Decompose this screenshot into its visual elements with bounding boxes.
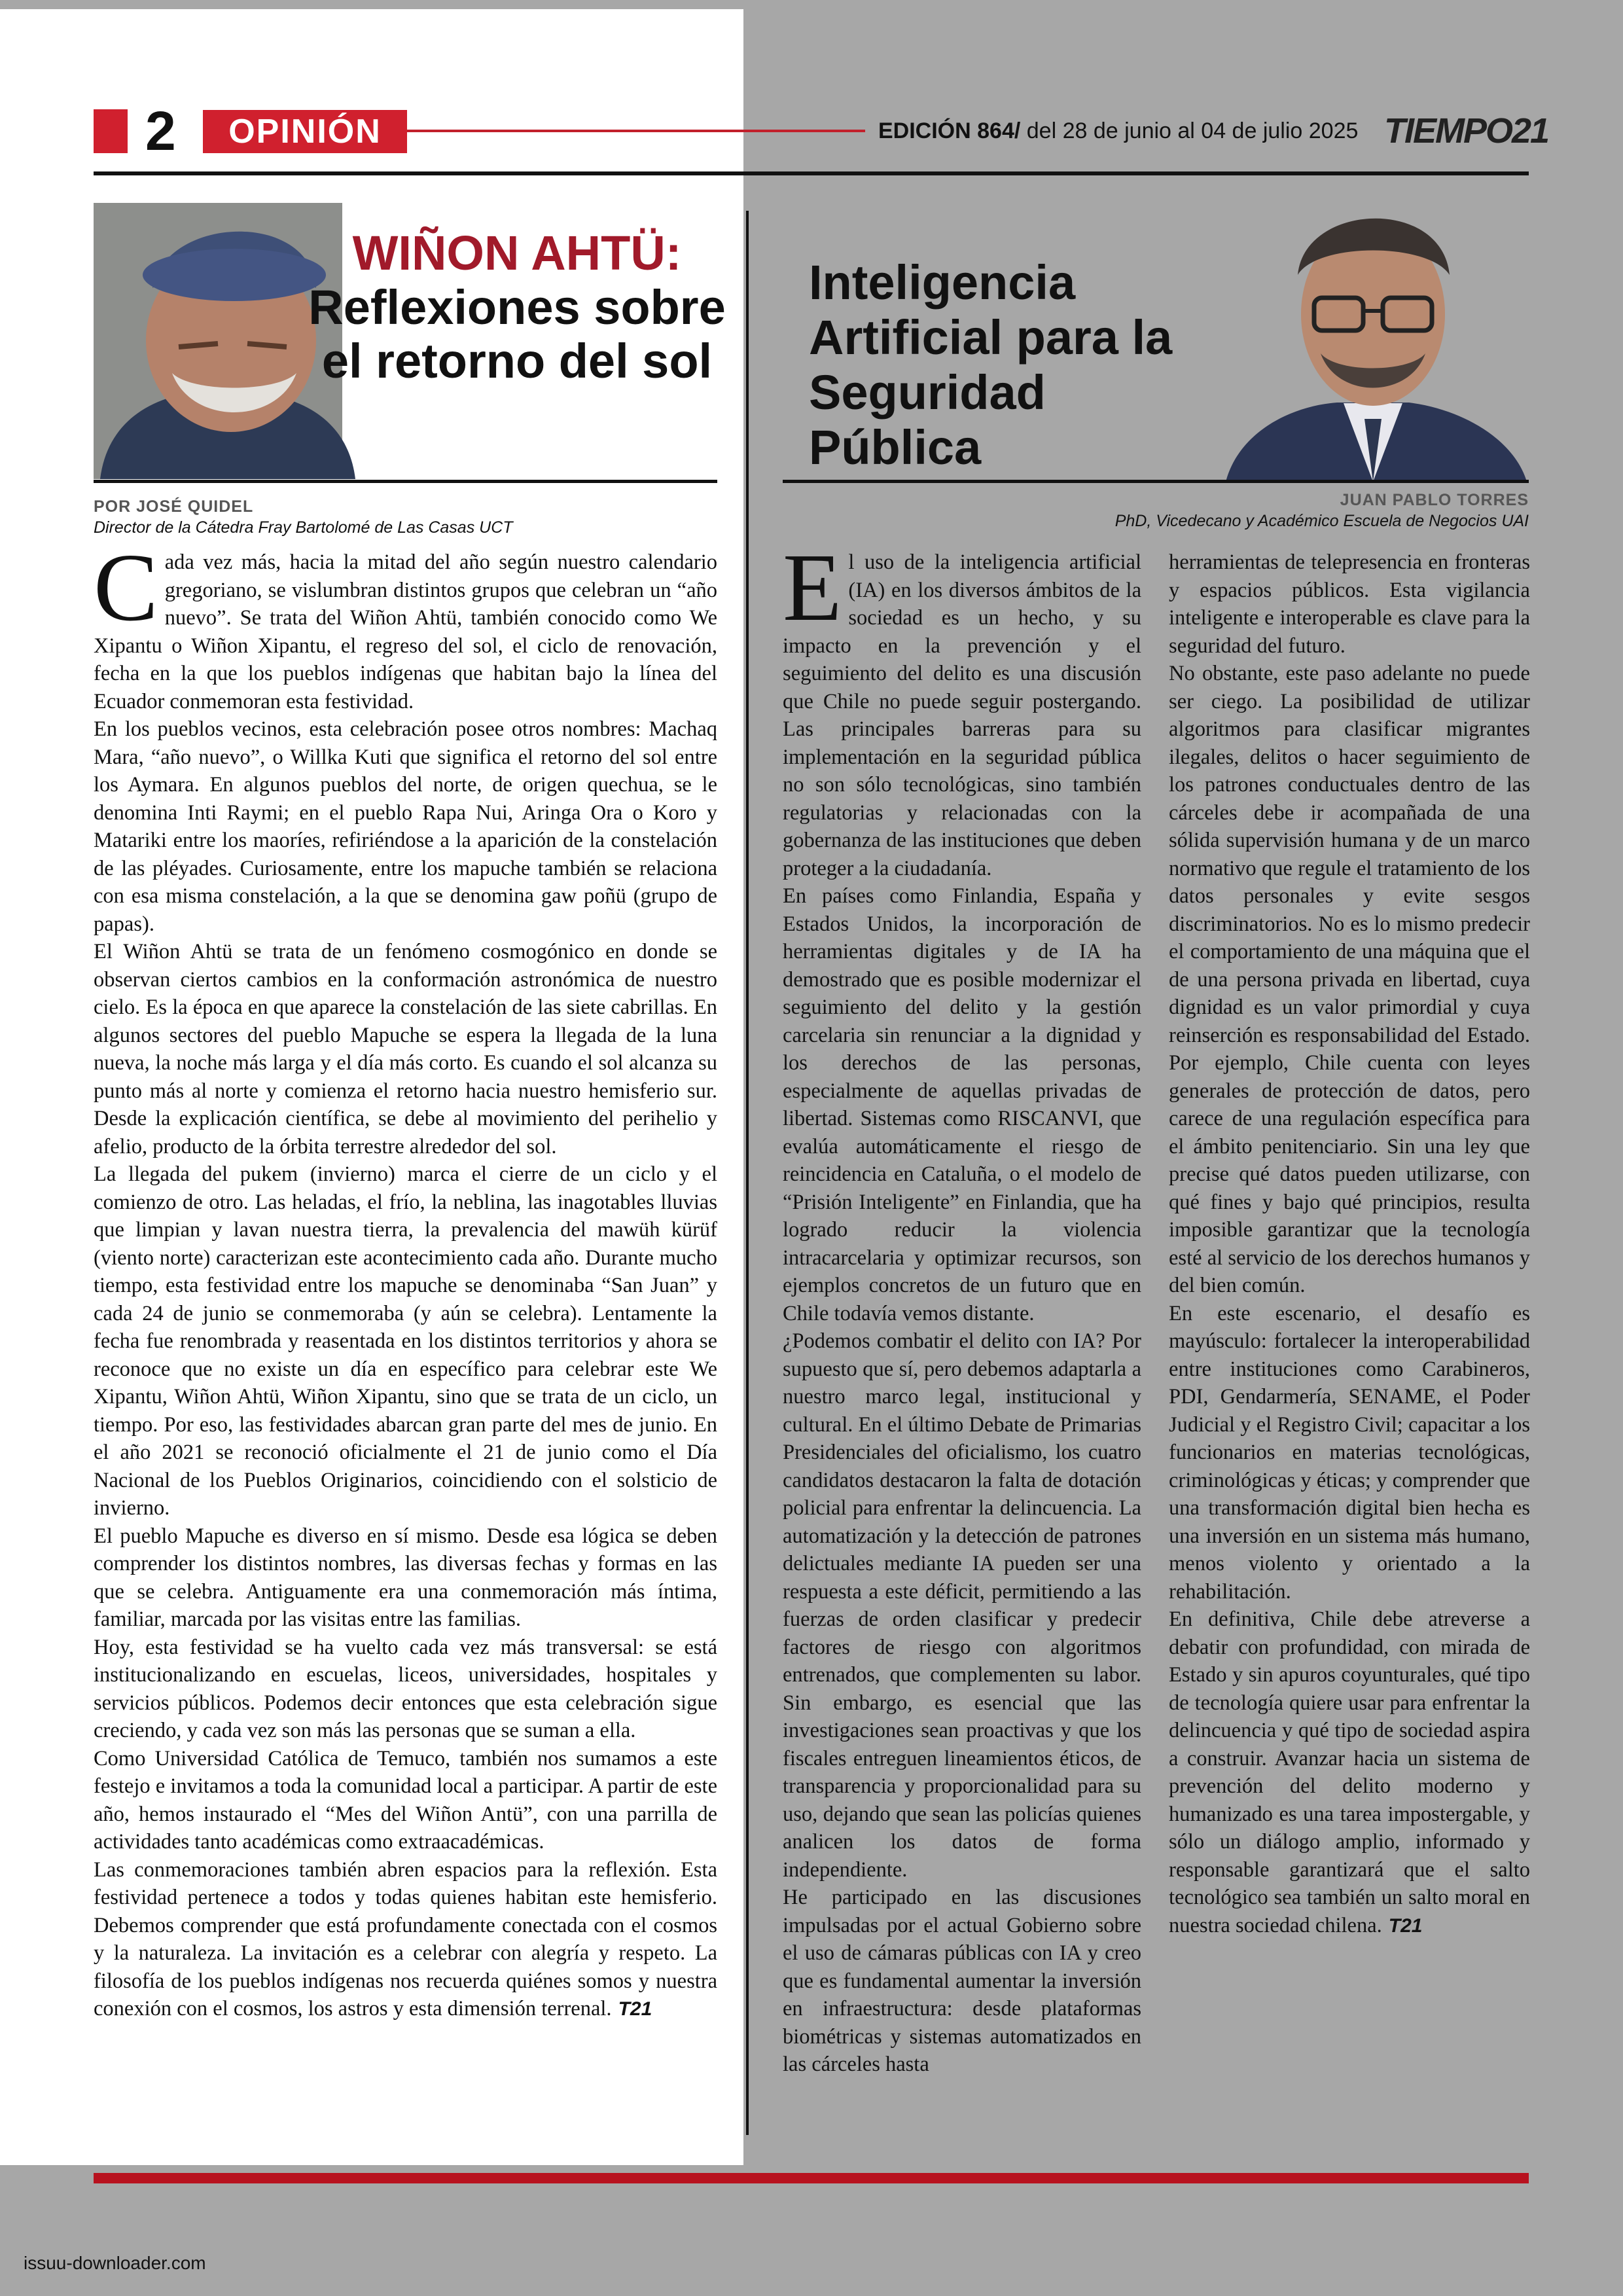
right-article-column-1 — [783, 534, 1141, 2079]
left-title-rule — [94, 480, 717, 483]
section-label: OPINIÓN — [203, 110, 407, 153]
article-paragraph: ¿Podemos combatir el delito con IA? Por supuesto que sí, pero debemos adaptarla a nuestro marco legal, institucional y cultural. En el último Debate de Primarias Presidenciales del oficialismo, los cuatro candidatos destacaron la falta de dotación policial para enfrentar la delincuencia. La automatización y la detección de patrones delictuales mediante IA pueden ser una respuesta a este déficit, permitiendo a las fuerzas de orden clasificar y predecir factores de riesgo con algoritmos entrenados, que complementen su labor. Sin embargo, es esencial que las investigaciones sean proactivas y que los fiscales entreguen lineamientos éticos, de transparencia y proporcionalidad para su uso, dejando que sean las policías quienes analicen los datos de forma independiente. — [783, 1329, 1141, 1882]
edition-number: EDICIÓN 864/ — [878, 118, 1021, 143]
article-paragraph: herramientas de telepresencia en fronteras y espacios públicos. Esta vigilancia inteligente e interoperable es clave para la seguridad del futuro. — [1169, 550, 1530, 658]
article-paragraph: En países como Finlandia, España y Estados Unidos, la incorporación de herramientas digitales y de IA ha demostrado que es posible modernizar el seguimiento del delito y la gestión carcelaria sin renunciar a la dignidad y los derechos de las personas, especialmente de aquellas privadas de libertad. Sistemas como RISCANVI, que evalúa automáticamente el riesgo de reincidencia en Cataluña, o el modelo de “Prisión Inteligente” en Finlandia, que ha logrado reducir la violencia intracarcelaria y optimizar recursos, son ejemplos concretos de un futuro que en Chile todavía vemos distante. — [783, 884, 1141, 1325]
right-byline: JUAN PABLO TORRES — [1340, 491, 1529, 509]
column-divider — [746, 211, 749, 2135]
article-paragraph — [783, 534, 1141, 882]
left-byline: POR JOSÉ QUIDEL — [94, 497, 254, 516]
article-paragraph — [94, 534, 717, 715]
page-number: 2 — [145, 100, 176, 162]
article-paragraph: Hoy, esta festividad se ha vuelto cada vez más transversal: se está institucionalizando en escuelas, liceos, universidades, hospitales y servicios públicos. Podemos decir entonces que esta celebración sigue creciendo, y cada vez son más las personas que se suman a ella. — [94, 1635, 717, 1742]
right-title-rule — [783, 480, 1529, 483]
right-title-text: Inteligencia Artificial para la Seguridad Pública — [809, 255, 1173, 475]
paragraph-text: En definitiva, Chile debe atreverse a debatir con profundidad, con mirada de Estado y sin apuros coyunturales, qué tipo de tecnología quiere usar para enfrentar la delincuencia y qué tipo de sociedad aspira a construir. Avanzar hacia un sistema de prevención del delito moderno y humanizado es una tarea impostergable, y sólo un diálogo amplio, informado y responsable garantizará que el salto tecnológico sea también un salto moral en nuestra sociedad chilena. — [1169, 1607, 1530, 1937]
header-rule — [94, 171, 1529, 175]
paragraph-text: ada vez más, hacia la mitad del año según nuestro calendario gregoriano, se vislumbran distintos grupos que celebran un “año nuevo”. Se trata del Wiñon Ahtü, también conocido como We Xipantu o Wiñon Xipantu, el regreso del sol, el ciclo de renovación, fecha en la que los pueblos indígenas que habitan bajo la línea del Ecuador conmemoran esta festividad. — [94, 550, 717, 713]
left-article-body — [94, 534, 718, 2024]
drop-cap: E — [783, 534, 842, 641]
right-article-column-2 — [1169, 548, 1530, 1940]
end-mark-logo: T21 — [618, 1998, 652, 2020]
bottom-red-band — [94, 2173, 1529, 2183]
end-mark-logo: T21 — [1388, 1914, 1423, 1937]
article-paragraph: En los pueblos vecinos, esta celebración posee otros nombres: Machaq Mara, “año nuevo”, o Willka Kuti que significa el retorno del sol entre los Aymara. En algunos pueblos del norte, de origen quechua, se le denomina Inti Raymi; en el pueblo Rapa Nui, Aringa Ora o Koro y Matariki entre los maoríes, refiriéndose a la aparición de la constelación de las pléyades. Curiosamente, entre los mapuche también se relaciona con esa misma constelación, a la que se denomina gaw poñü (grupo de papas). — [94, 717, 717, 936]
article-paragraph — [94, 1856, 717, 2024]
paragraph-text: l uso de la inteligencia artificial (IA) en los diversos ámbitos de la sociedad es un hecho, y su impacto en la prevención y el seguimiento del delito es una discusión que Chile no puede seguir postergando. Las principales barreras para su implementación en la seguridad pública no son sólo tecnológicas, sino también regulatorias y relacionadas con la gobernanza de las instituciones que deben proteger a la ciudadanía. — [783, 550, 1141, 880]
left-title-highlight: WIÑON AHTÜ: — [352, 226, 682, 280]
article-paragraph — [1169, 1605, 1530, 1940]
paragraph-text: Las conmemoraciones también abren espacios para la reflexión. Esta festividad pertenece a todos y todas quienes habitan este hemisferio. Debemos comprender que está profundamente conectada con el cosmos y la naturaleza. La invitación es a celebrar con alegría y respeto. La filosofía de los pueblos indígenas nos recuerda quiénes somos y nuestra conexión con el cosmos, los astros y esta dimensión terrenal. — [94, 1857, 717, 2020]
left-byline-role: Director de la Cátedra Fray Bartolomé de Las Casas UCT — [94, 518, 513, 537]
edition-info — [878, 115, 1358, 147]
drop-cap: C — [94, 534, 158, 641]
article-paragraph: Como Universidad Católica de Temuco, también nos sumamos a este festejo e invitamos a toda la comunidad local a participar. A partir de este año, hemos instaurado el “Mes del Wiñon Antü”, con una parrilla de actividades tanto académicas como extraacadémicas. — [94, 1746, 718, 1854]
footer-site-link[interactable]: issuu-downloader.com — [24, 2253, 206, 2273]
right-byline-role: PhD, Vicedecano y Académico Escuela de Negocios UAI — [1115, 512, 1529, 530]
header-red-line — [407, 130, 865, 132]
newspaper-logo: TIEMPO21 — [1384, 111, 1549, 151]
left-title-rest: Reflexiones sobre el retorno del sol — [308, 280, 726, 388]
author-photo-right — [1213, 177, 1530, 482]
header-red-square — [94, 109, 128, 153]
right-article-title — [809, 255, 1202, 475]
article-paragraph: La llegada del pukem (invierno) marca el cierre de un ciclo y el comienzo de otro. Las heladas, el frío, la neblina, las inagotables lluvias que limpian y lavan nuestra tierra, la prevalencia del mawüh kürüf (viento norte) caracterizan este acontecimiento cada año. Durante mucho tiempo, esta festividad entre los mapuche se denominaba “San Juan” y cada 24 de junio se conmemoraba (y aún se celebra). Lentamente la fecha fue renombrada y reasentada en los distintos territorios y ahora se reconoce que no existe un día en específico para celebrar este We Xipantu, Wiñon Ahtü, Wiñon Xipantu, sino que se trata de un ciclo, un tiempo. Por eso, las festividades abarcan gran parte del mes de junio. En el año 2021 se reconoció oficialmente el 21 de junio como el Día Nacional de los Pueblos Originarios, coincidiendo con el solsticio de invierno. — [94, 1162, 717, 1520]
article-paragraph: El Wiñon Ahtü se trata de un fenómeno cosmogónico en donde se observan ciertos cambios en la conformación astronómica de nuestro cielo. Es la época en que aparece la constelación de las siete cabrillas. En algunos sectores del pueblo Mapuche se espera la llegada de la luna nueva, la noche más larga y el día más corto. Es cuando el sol alcanza su punto más al norte y comienza el retorno hacia nuestro hemisferio sur. Desde la explicación científica, se debe al movimiento del perihelio y afelio, producto de la órbita terrestre alrededor del sol. — [94, 940, 717, 1158]
article-paragraph: En este escenario, el desafío es mayúsculo: fortalecer la interoperabilidad entre instituciones como Carabineros, PDI, Gendarmería, SENAME, el Poder Judicial y el Registro Civil; capacitar a los funcionarios en materias tecnológicas, criminológicas y éticas; y comprender que una transformación digital bien hecha es una inversión en un sistema más humano, menos violento y orientado a la rehabilitación. — [1169, 1301, 1530, 1604]
article-paragraph: He participado en las discusiones impulsadas por el actual Gobierno sobre el uso de cámaras públicas con IA y creo que es fundamental aumentar la inversión en infraestructura: desde plataformas biométricas y sistemas automatizados en las cárceles hasta — [783, 1886, 1141, 2076]
edition-dates: del 28 de junio al 04 de julio 2025 — [1020, 118, 1359, 143]
left-article-title — [308, 226, 726, 388]
article-paragraph: No obstante, este paso adelante no puede ser ciego. La posibilidad de utilizar algoritmos para clasificar migrantes ilegales, delitos o hacer seguimiento de los patrones conductuales dentro de las cárceles debe ir acompañada de una sólida supervisión humana y de un marco normativo que regule el tratamiento de los datos personales y evite sesgos discriminatorios. No es lo mismo predecir el comportamiento de una máquina que el de una persona privada en libertad, cuya dignidad es un valor primordial y cuya reinserción es responsabilidad del Estado. Por ejemplo, Chile cuenta con leyes generales de protección de datos, pero carece de una regulación específica para el ámbito penitenciario. Sin una ley que precise qué datos pueden utilizarse, con qué fines y bajo qué principios, resulta imposible garantizar que la tecnología esté al servicio de los derechos humanos y del bien común. — [1169, 662, 1530, 1297]
article-paragraph: El pueblo Mapuche es diverso en sí mismo. Desde esa lógica se deben comprender los distintos nombres, las diversas fechas y formas en las que se celebra. Antiguamente era una conmemoración más íntima, familiar, marcada por las visitas entre las familias. — [94, 1524, 717, 1631]
